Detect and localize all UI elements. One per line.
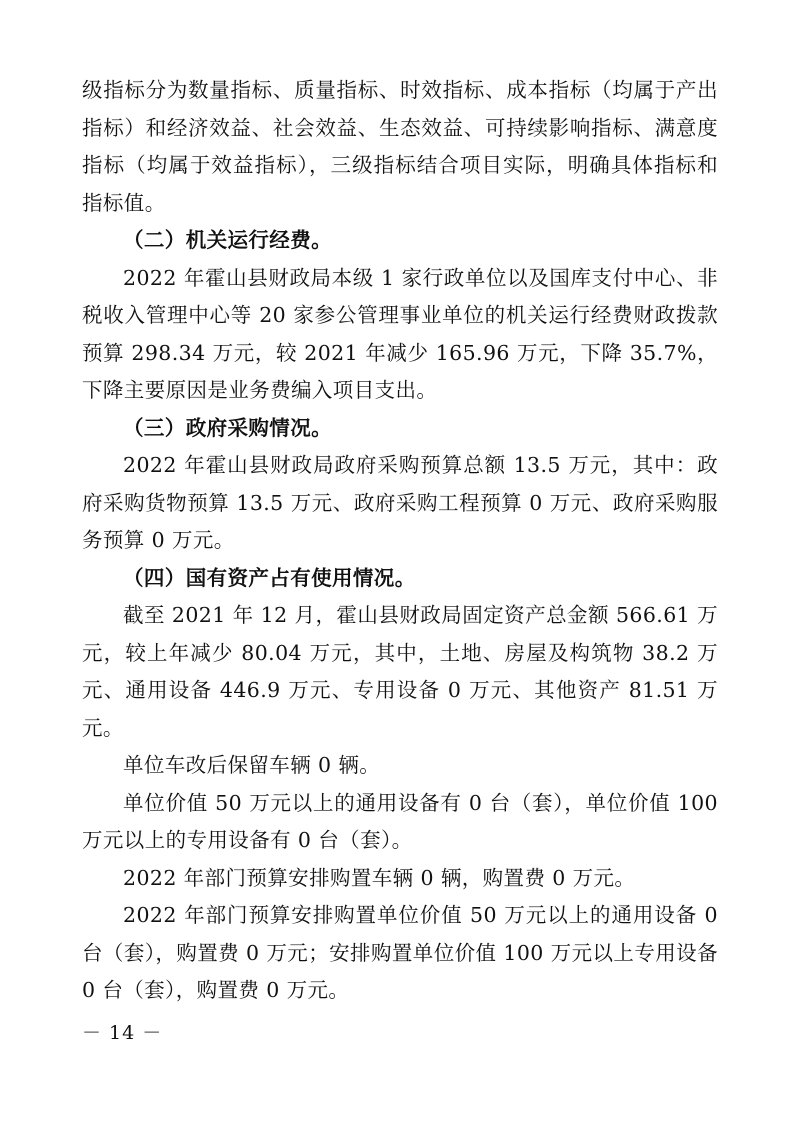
paragraph-operating-funds: 2022 年霍山县财政局本级 1 家行政单位以及国库支付中心、非税收入管理中心等 20 家参公管理事业单位的机关运行经费财政拨款预算 298.34 万元，较 2021 年减少 165.96 万元，下降 35.7%，下降主要原因是业务费编入项目支出。: [82, 265, 718, 402]
page-number: － 14 －: [82, 1022, 163, 1044]
paragraph-vehicle-purchase: 2022 年部门预算安排购置车辆 0 辆，购置费 0 万元。: [123, 865, 636, 890]
section-heading-state-assets: （四）国有资产占有使用情况。: [123, 565, 416, 590]
paragraph-equipment-purchase: 2022 年部门预算安排购置单位价值 50 万元以上的通用设备 0 台（套），购置费 0 万元；安排购置单位价值 100 万元以上专用设备 0 台（套），购置费 0 万元。: [82, 903, 718, 1002]
document-body: [82, 72, 718, 1010]
paragraph-fixed-assets: 截至 2021 年 12 月，霍山县财政局固定资产总金额 566.61 万元，较上年减少 80.04 万元，其中，土地、房屋及构筑物 38.2 万元、通用设备 446.9 万元、专用设备 0 万元、其他资产 81.51 万元。: [82, 603, 718, 740]
section-heading-procurement: （三）政府采购情况。: [123, 415, 332, 440]
paragraph-procurement: 2022 年霍山县财政局政府采购预算总额 13.5 万元，其中：政府采购货物预算 13.5 万元、政府采购工程预算 0 万元、政府采购服务预算 0 万元。: [82, 453, 718, 552]
paragraph-vehicles-retained: 单位车改后保留车辆 0 辆。: [123, 753, 381, 777]
paragraph-equipment-holdings: 单位价值 50 万元以上的通用设备有 0 台（套），单位价值 100 万元以上的专用设备有 0 台（套）。: [82, 790, 718, 852]
paragraph-indicator-levels: 级指标分为数量指标、质量指标、时效指标、成本指标（均属于产出指标）和经济效益、社会效益、生态效益、可持续影响指标、满意度指标（均属于效益指标），三级指标结合项目实际，明确具体指标和指标值。: [82, 78, 718, 215]
section-heading-operating-funds: （二）机关运行经费。: [123, 228, 332, 252]
